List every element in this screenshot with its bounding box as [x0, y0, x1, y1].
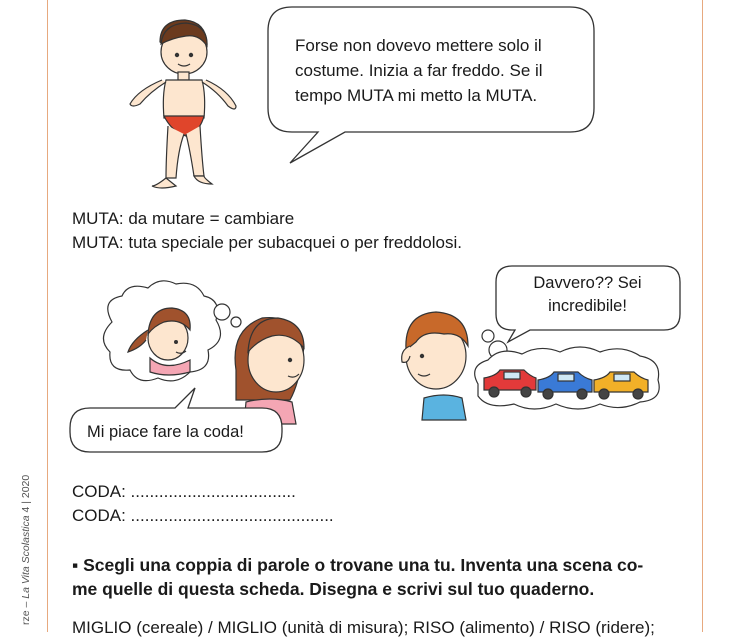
side-credit: rze – La Vita Scolastica 4 | 2020	[20, 474, 32, 625]
task-instructions: ▪ Scegli una coppia di parole o trovane una tu. Inventa una scena co- me quelle di questa scheda. Disegna e scrivi sul tuo quaderno.	[72, 555, 644, 599]
coda-line: CODA: ...........................................	[72, 506, 334, 525]
thought-cloud-left	[103, 281, 241, 381]
bullet-icon: ▪	[72, 555, 79, 575]
definition-line: MUTA: da mutare = cambiare	[72, 209, 295, 228]
coda-line: CODA: ...................................	[72, 482, 296, 501]
examples-line: MIGLIO (cereale) / MIGLIO (unità di misura); RISO (alimento) / RISO (ridere);	[72, 618, 655, 637]
coda-fill-in	[72, 480, 334, 528]
boy-illustration	[402, 312, 468, 420]
speech-text-top: Forse non dovevo mettere solo il costume. Inizia a far freddo. Se il tempo MUTA mi metto la MUTA.	[295, 36, 543, 105]
speech-text-girl: Mi piace fare la coda!	[87, 423, 244, 441]
definitions	[72, 207, 462, 255]
boy-in-swimsuit-illustration	[130, 20, 236, 188]
definition-line: MUTA: tuta speciale per subacquei o per freddolosi.	[72, 233, 462, 252]
speech-text-right: Davvero?? Sei incredibile!	[533, 274, 642, 315]
thought-cloud-cars	[475, 330, 660, 409]
